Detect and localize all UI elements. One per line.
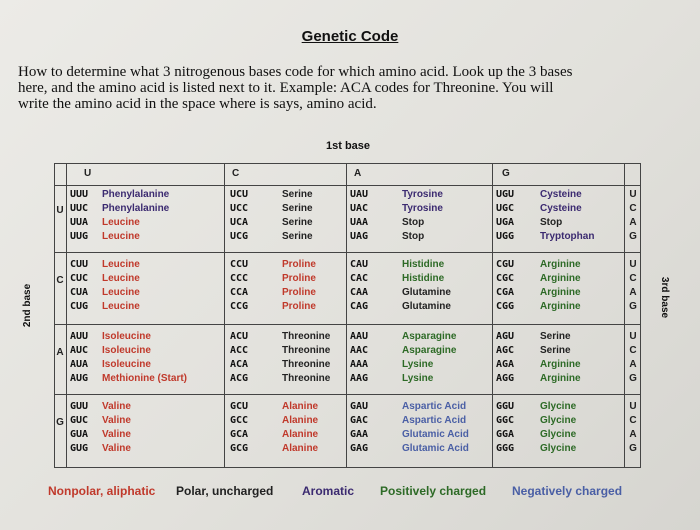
amino-acid: Alanine — [282, 443, 319, 454]
amino-acid: Glutamic Acid — [402, 429, 469, 440]
codon: AGG — [496, 373, 515, 384]
codon: CCU — [230, 259, 249, 270]
page-title: Genetic Code — [301, 28, 399, 45]
amino-acid: Serine — [540, 345, 571, 356]
amino-acid: Lysine — [402, 373, 434, 384]
amino-acid: Glycine — [540, 415, 577, 426]
table-row-divider — [54, 252, 641, 253]
codon: GCA — [230, 429, 249, 440]
codon: GGG — [496, 443, 515, 454]
instruction-line: write the amino acid in the space where is says, amino acid. — [18, 96, 377, 112]
amino-acid: Leucine — [102, 217, 140, 228]
amino-acid: Valine — [102, 415, 131, 426]
codon: CUU — [70, 259, 89, 270]
codon: ACU — [230, 331, 249, 342]
codon: CAG — [350, 301, 369, 312]
codon: GGC — [496, 415, 515, 426]
second-base-U: U — [56, 205, 64, 216]
amino-acid: Threonine — [282, 345, 331, 356]
amino-acid: Glutamine — [402, 301, 451, 312]
first-base-label: 1st base — [326, 140, 371, 152]
amino-acid: Isoleucine — [102, 345, 151, 356]
codon: UUU — [70, 189, 89, 200]
codon: GCU — [230, 401, 249, 412]
third-base-A: A — [629, 217, 637, 228]
amino-acid: Glutamic Acid — [402, 443, 469, 454]
codon: CCC — [230, 273, 249, 284]
codon: UAA — [350, 217, 369, 228]
amino-acid: Valine — [102, 429, 131, 440]
amino-acid: Stop — [402, 217, 425, 228]
codon: AUA — [70, 359, 89, 370]
amino-acid: Lysine — [402, 359, 434, 370]
amino-acid: Alanine — [282, 415, 319, 426]
amino-acid: Leucine — [102, 273, 140, 284]
third-base-C: C — [629, 415, 637, 426]
codon: GUU — [70, 401, 89, 412]
amino-acid: Serine — [282, 189, 313, 200]
codon: CUG — [70, 301, 89, 312]
codon: AUC — [70, 345, 89, 356]
table-column-divider — [224, 163, 225, 467]
codon: UCA — [230, 217, 249, 228]
codon: CAA — [350, 287, 369, 298]
amino-acid: Proline — [282, 287, 316, 298]
amino-acid: Proline — [282, 259, 316, 270]
amino-acid: Threonine — [282, 359, 331, 370]
amino-acid: Cysteine — [540, 203, 582, 214]
amino-acid: Glycine — [540, 429, 577, 440]
third-base-C: C — [629, 203, 637, 214]
legend-item-aromatic: Aromatic — [302, 484, 355, 498]
third-base-A: A — [629, 287, 637, 298]
column-header-G: G — [502, 168, 510, 179]
amino-acid: Valine — [102, 443, 131, 454]
codon: UGU — [496, 189, 515, 200]
codon: GCC — [230, 415, 249, 426]
amino-acid: Leucine — [102, 287, 140, 298]
codon: CUA — [70, 287, 89, 298]
amino-acid: Arginine — [540, 359, 581, 370]
codon: CGG — [496, 301, 515, 312]
codon: ACG — [230, 373, 249, 384]
legend-item-polar: Polar, uncharged — [176, 484, 274, 498]
codon: GAG — [350, 443, 369, 454]
table-row-divider — [54, 185, 641, 186]
genetic-code-table — [54, 163, 641, 454]
codon: AGA — [496, 359, 515, 370]
codon: UAU — [350, 189, 369, 200]
amino-acid: Alanine — [282, 401, 319, 412]
codon: CAU — [350, 259, 369, 270]
amino-acid: Stop — [402, 231, 425, 242]
instruction-line: How to determine what 3 nitrogenous bases code for which amino acid. Look up the 3 bases — [18, 64, 573, 80]
second-base-A: A — [56, 347, 64, 358]
codon: GAC — [350, 415, 369, 426]
codon: UAG — [350, 231, 369, 242]
amino-acid: Arginine — [540, 273, 581, 284]
third-base-U: U — [629, 259, 637, 270]
codon: AGC — [496, 345, 515, 356]
third-base-C: C — [629, 273, 637, 284]
codon: CCG — [230, 301, 249, 312]
table-row-divider — [54, 324, 641, 325]
second-base-label: 2nd base — [22, 283, 34, 328]
second-base-C: C — [56, 275, 64, 286]
codon: GAU — [350, 401, 369, 412]
codon: AUG — [70, 373, 89, 384]
amino-acid: Glycine — [540, 443, 577, 454]
third-base-G: G — [629, 301, 637, 312]
amino-acid: Isoleucine — [102, 359, 151, 370]
legend-item-negative: Negatively charged — [512, 484, 623, 498]
codon: CGA — [496, 287, 515, 298]
amino-acid: Threonine — [282, 331, 331, 342]
codon: ACA — [230, 359, 249, 370]
instruction-line: here, and the amino acid is listed next to it. Example: ACA codes for Threonine. You will — [18, 80, 554, 96]
amino-acid: Methionine (Start) — [102, 373, 187, 384]
codon: GGU — [496, 401, 515, 412]
amino-acid: Glycine — [540, 401, 577, 412]
amino-acid: Leucine — [102, 231, 140, 242]
codon: CUC — [70, 273, 89, 284]
amino-acid: Alanine — [282, 429, 319, 440]
table-column-divider — [640, 163, 641, 467]
table-row-divider — [54, 394, 641, 395]
amino-acid: Phenylalanine — [102, 189, 170, 200]
codon: UCG — [230, 231, 249, 242]
codon: CGU — [496, 259, 515, 270]
codon: CCA — [230, 287, 249, 298]
amino-acid: Phenylalanine — [102, 203, 170, 214]
third-base-A: A — [629, 359, 637, 370]
third-base-G: G — [629, 231, 637, 242]
amino-acid: Asparagine — [402, 331, 457, 342]
amino-acid: Histidine — [402, 259, 445, 270]
table-row-divider — [54, 467, 641, 468]
third-base-U: U — [629, 401, 637, 412]
third-base-U: U — [629, 331, 637, 342]
third-base-U: U — [629, 189, 637, 200]
codon: AAA — [350, 359, 369, 370]
amino-acid: Stop — [540, 217, 563, 228]
amino-acid: Valine — [102, 401, 131, 412]
table-column-divider — [624, 163, 625, 467]
codon: GAA — [350, 429, 369, 440]
amino-acid: Leucine — [102, 259, 140, 270]
amino-acid: Serine — [282, 217, 313, 228]
instructions — [18, 64, 690, 112]
codon: UCC — [230, 203, 249, 214]
codon: AAG — [350, 373, 369, 384]
codon: GUG — [70, 443, 89, 454]
third-base-label: 3rd base — [659, 276, 671, 319]
amino-acid: Asparagine — [402, 345, 457, 356]
table-row-divider — [54, 163, 641, 164]
codon: AAU — [350, 331, 369, 342]
column-header-U: U — [84, 168, 92, 179]
third-base-C: C — [629, 345, 637, 356]
third-base-G: G — [629, 373, 637, 384]
third-base-A: A — [629, 429, 637, 440]
codon: UUC — [70, 203, 89, 214]
table-column-divider — [492, 163, 493, 467]
amino-acid: Aspartic Acid — [402, 401, 467, 412]
codon: CAC — [350, 273, 369, 284]
codon: UUG — [70, 231, 89, 242]
amino-acid: Arginine — [540, 287, 581, 298]
amino-acid: Glutamine — [402, 287, 451, 298]
codon: UGA — [496, 217, 515, 228]
codon: UUA — [70, 217, 89, 228]
codon: AGU — [496, 331, 515, 342]
codon: ACC — [230, 345, 249, 356]
amino-acid: Histidine — [402, 273, 445, 284]
table-column-divider — [66, 163, 67, 467]
amino-acid: Tyrosine — [402, 189, 443, 200]
codon: AUU — [70, 331, 89, 342]
amino-acid: Cysteine — [540, 189, 582, 200]
amino-acid: Leucine — [102, 301, 140, 312]
third-base-G: G — [629, 443, 637, 454]
amino-acid: Isoleucine — [102, 331, 151, 342]
codon: UCU — [230, 189, 249, 200]
amino-acid: Tyrosine — [402, 203, 443, 214]
amino-acid: Aspartic Acid — [402, 415, 467, 426]
amino-acid: Arginine — [540, 259, 581, 270]
codon: GUA — [70, 429, 89, 440]
codon: GGA — [496, 429, 515, 440]
legend-item-positive: Positively charged — [380, 484, 487, 498]
amino-acid: Tryptophan — [540, 231, 595, 242]
column-header-C: C — [232, 168, 240, 179]
amino-acid: Serine — [282, 203, 313, 214]
codon: CGC — [496, 273, 515, 284]
legend-item-nonpolar: Nonpolar, aliphatic — [48, 484, 156, 498]
amino-acid: Serine — [540, 331, 571, 342]
codon: UAC — [350, 203, 369, 214]
codon: UGG — [496, 231, 515, 242]
amino-acid: Proline — [282, 273, 316, 284]
second-base-G: G — [56, 417, 64, 428]
table-column-divider — [346, 163, 347, 467]
codon: GUC — [70, 415, 89, 426]
codon: AAC — [350, 345, 369, 356]
amino-acid: Serine — [282, 231, 313, 242]
amino-acid: Proline — [282, 301, 316, 312]
amino-acid: Threonine — [282, 373, 331, 384]
codon: UGC — [496, 203, 515, 214]
amino-acid: Arginine — [540, 301, 581, 312]
amino-acid: Arginine — [540, 373, 581, 384]
column-header-A: A — [354, 168, 362, 179]
codon: GCG — [230, 443, 249, 454]
